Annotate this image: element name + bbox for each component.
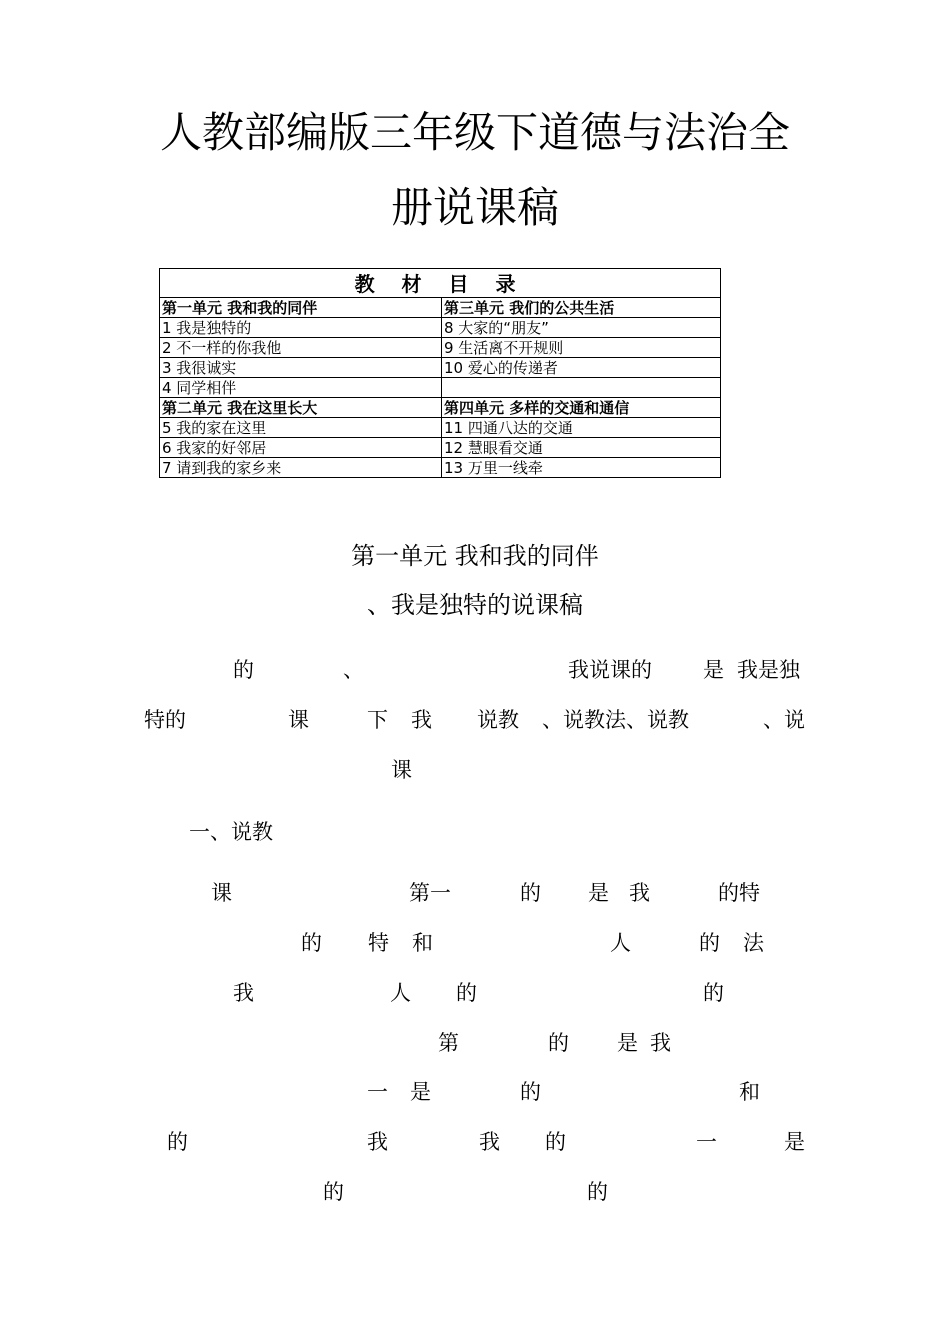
table-row — [160, 418, 721, 438]
document-title-line-2: 册说课稿 — [390, 183, 559, 232]
text-fragment: 的 — [587, 1180, 608, 1204]
text-fragment: 下 — [367, 708, 388, 732]
text-fragment: 我 — [367, 1130, 388, 1154]
table-row — [160, 298, 721, 318]
text-fragment: 说教 — [477, 708, 519, 732]
text-fragment: 的 — [301, 931, 322, 955]
text-fragment: 的 — [699, 931, 720, 955]
unit-heading: 第一单元 我和我的同伴 — [351, 542, 599, 570]
text-fragment: 的 — [520, 1080, 541, 1104]
text-fragment: 、 — [343, 658, 364, 682]
toc-cell: 第三单元 我们的公共生活 — [442, 298, 721, 318]
toc-cell: 8 大家的“朋友” — [442, 318, 721, 338]
table-row — [160, 338, 721, 358]
document-title-line-1: 人教部编版三年级下道德与法治全 — [159, 108, 790, 157]
toc-cell — [442, 378, 721, 398]
text-fragment: 的 — [323, 1180, 344, 1204]
text-fragment: 是 — [703, 658, 724, 682]
text-fragment: 的 — [703, 981, 724, 1005]
table-row — [160, 358, 721, 378]
toc-header: 教 材 目 录 — [160, 269, 721, 298]
text-fragment: 的 — [456, 981, 477, 1005]
text-fragment: 我 — [411, 708, 432, 732]
text-fragment: 特 — [368, 931, 389, 955]
table-row — [160, 438, 721, 458]
section-heading: 一、说教 — [189, 820, 273, 844]
text-fragment: 法 — [743, 931, 764, 955]
text-fragment: 的 — [167, 1130, 188, 1154]
table-of-contents — [159, 268, 721, 478]
toc-cell: 第四单元 多样的交通和通信 — [442, 398, 721, 418]
text-fragment: 第一 — [409, 881, 451, 905]
toc-cell: 2 不一样的你我他 — [160, 338, 442, 358]
toc-cell: 1 我是独特的 — [160, 318, 442, 338]
text-fragment: 人 — [610, 931, 631, 955]
table-row — [160, 378, 721, 398]
text-fragment: 的特 — [718, 881, 760, 905]
text-fragment: 我 — [479, 1130, 500, 1154]
text-fragment: 的 — [545, 1130, 566, 1154]
toc-cell: 3 我很诚实 — [160, 358, 442, 378]
text-fragment: 我 — [629, 881, 650, 905]
toc-cell: 7 请到我的家乡来 — [160, 458, 442, 478]
table-row — [160, 398, 721, 418]
text-fragment: 特的 — [144, 708, 186, 732]
text-fragment: 的 — [548, 1031, 569, 1055]
table-row — [160, 318, 721, 338]
toc-cell: 6 我家的好邻居 — [160, 438, 442, 458]
text-fragment: 人 — [390, 981, 411, 1005]
toc-cell: 9 生活离不开规则 — [442, 338, 721, 358]
text-fragment: 一 — [696, 1130, 717, 1154]
text-fragment: 是 — [784, 1130, 805, 1154]
toc-cell: 4 同学相伴 — [160, 378, 442, 398]
lesson-heading: 、我是独特的说课稿 — [367, 591, 583, 619]
text-fragment: 的 — [520, 881, 541, 905]
text-fragment: 课 — [288, 708, 309, 732]
text-fragment: 课 — [211, 881, 232, 905]
text-fragment: 、说教法、说教 — [542, 708, 689, 732]
toc-cell: 5 我的家在这里 — [160, 418, 442, 438]
text-fragment: 第 — [438, 1031, 459, 1055]
toc-header-row — [160, 269, 721, 298]
text-fragment: 我说课的 — [568, 658, 652, 682]
text-fragment: 一 — [367, 1080, 388, 1104]
text-fragment: 我 — [233, 981, 254, 1005]
table-row — [160, 458, 721, 478]
toc-cell: 10 爱心的传递者 — [442, 358, 721, 378]
toc-cell: 13 万里一线牵 — [442, 458, 721, 478]
toc-cell: 11 四通八达的交通 — [442, 418, 721, 438]
text-fragment: 和 — [412, 931, 433, 955]
toc-cell: 第一单元 我和我的同伴 — [160, 298, 442, 318]
toc-cell: 第二单元 我在这里长大 — [160, 398, 442, 418]
text-fragment: 的 — [233, 658, 254, 682]
text-fragment: 是 — [410, 1080, 431, 1104]
text-fragment: 是 — [617, 1031, 638, 1055]
toc-cell: 12 慧眼看交通 — [442, 438, 721, 458]
text-fragment: 我是独 — [737, 658, 800, 682]
text-fragment: 我 — [650, 1031, 671, 1055]
text-fragment: 是 — [588, 881, 609, 905]
text-fragment: 课 — [391, 758, 412, 782]
text-fragment: 和 — [739, 1080, 760, 1104]
text-fragment: 、说 — [763, 708, 805, 732]
